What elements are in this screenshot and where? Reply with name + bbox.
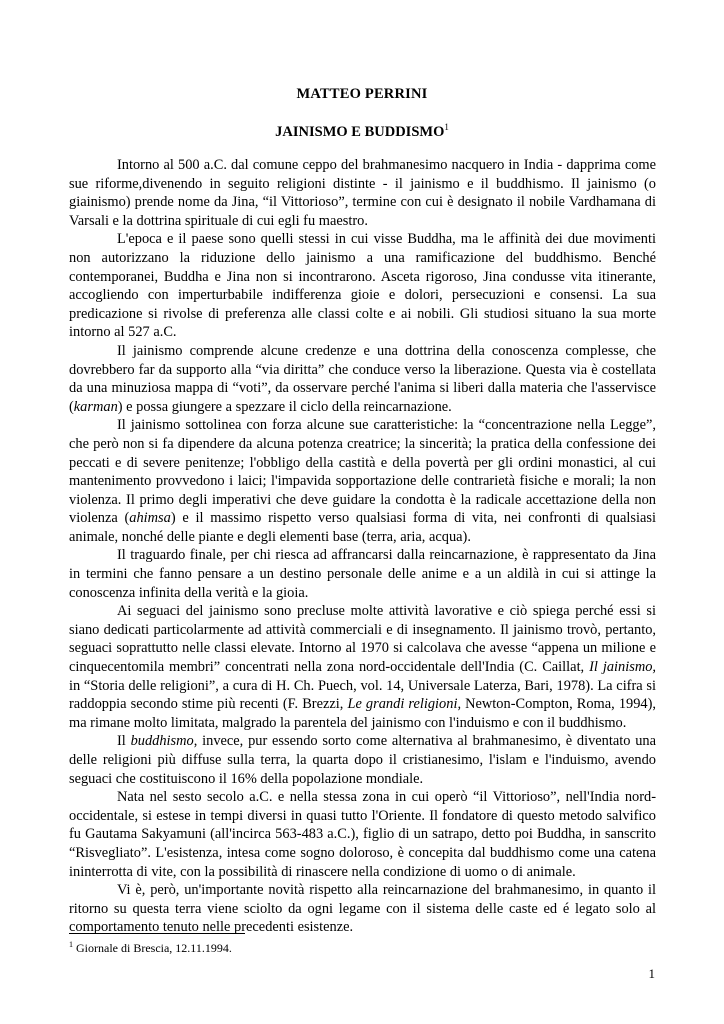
- page-number: 1: [648, 966, 655, 981]
- text-run: Newton-Compton, Roma, 1994), ma rimane molto limitata, malgrado la parentela del jainismo con l'induismo e con il buddhismo.: [69, 696, 656, 731]
- document-title: [0, 122, 724, 141]
- title-text: JAINISMO E BUDDISMO: [275, 123, 445, 140]
- text-run: in “Storia delle religioni”, a cura di H. Ch. Puech, vol. 14, Universale Laterza, Bari, 1978). La cifra si raddoppia secondo stime più recenti (F. Brezzi,: [69, 677, 656, 713]
- italic-term: buddhismo: [130, 733, 194, 750]
- paragraph: [69, 156, 656, 230]
- text-run: Intorno al 500 a.C. dal comune ceppo del brahmanesimo nacquero in India - dapprima come sue riforme,divenendo in seguito religioni distinte - il jainismo e il buddhismo. Il jainismo (o giainismo) prende nome da Jina, “il Vittorioso”, termine con cui è designato il nobile Vardhamana di Varsali e la dottrina spirituale di cui egli fu maestro.: [69, 157, 656, 229]
- paragraph: [69, 416, 656, 546]
- text-run: Ai seguaci del jainismo sono precluse molte attività lavorative e ciò spiega perché essi si siano dedicati particolarmente ad attività commerciali e di insegnamento. Il jainismo trovò, pertanto, seguaci soprattutto nelle classi elevate. Intorno al 1970 si calcolava che avesse “appena un milione e cinquecentomila membri” concentrati nella zona nord-occidentale dell'India (C. Caillat,: [69, 603, 656, 676]
- italic-term: Le grandi religioni,: [347, 696, 462, 713]
- text-run: Nata nel sesto secolo a.C. e nella stessa zona in cui operò “il Vittorioso”, nell'India nord-occidentale, si estese in tempi diversi in quasi tutto l'Oriente. Il fondatore di questo metodo salvifico fu Gautama Sakyamuni (all'incirca 563-483 a.C.), figlio di un satrapo, detto poi Buddha, in sanscrito “Risvegliato”. L'esistenza, intesa come sogno doloroso, è concepita dal buddhismo come una catena ininterrotta di vite, con la possibilità di rinascere nella condizione di uomo o di animale.: [69, 789, 656, 880]
- text-run: Il jainismo sottolinea con forza alcune sue caratteristiche: la “concentrazione nella Legge”, che però non si fa dipendere da alcuna potenza creatrice; la sincerità; la pratica della confessione dei peccati e di severe penitenze; l'obbligo della castità e della povertà per gli ordini monastici, al cui mantenimento provvedono i laici; l'impavida sopportazione delle contrarietà fisiche e morali; la non violenza. Il primo degli imperativi che deve guidare la condotta è la radicale accettazione della non violenza (: [69, 417, 656, 527]
- body-text: [69, 156, 656, 937]
- text-run: L'epoca e il paese sono quelli stessi in cui visse Buddha, ma le affinità dei due movimenti non autorizzano la riduzione dello jainismo a una ramificazione del buddhismo. Benché contemporanei, Buddha e Jina non si incontrarono. Asceta rigoroso, Jina condusse vita itinerante, accogliendo con imperturbabile indifferenza gioie e dolori, persecuzioni e consensi. La sua predicazione si rivolse di preferenza alle classi colte e ai nobili. Gli studiosi situano la sua morte intorno al 527 a.C.: [69, 231, 656, 341]
- paragraph: [69, 788, 656, 881]
- author-heading: MATTEO PERRINI: [296, 86, 428, 102]
- text-run: ) e il massimo rispetto verso qualsiasi forma di vita, nei confronti di qualsiasi animale, nonché delle piante e degli elementi base (terra, aria, acqua).: [69, 510, 656, 545]
- text-run: Vi è, però, un'importante novità rispetto alla reincarnazione del brahmanesimo, in quanto il ritorno su questa terra viene sciolto da ogni legame con il sistema delle caste ed é legato solo al comportamento tenuto nelle precedenti esistenze.: [69, 882, 656, 936]
- italic-term: Il jainismo,: [589, 659, 657, 676]
- text-run: Il jainismo comprende alcune credenze e una dottrina della conoscenza complesse, che dovrebbero far da supporto alla “via diritta” che conduce verso la liberazione. Questa via è costellata da una minuziosa mappa di “voti”, da osservare perché l'anima si liberi dalla materia che l'asservisce (: [69, 342, 656, 415]
- text-run: ) e possa giungere a spezzare il ciclo della reincarnazione.: [117, 398, 452, 415]
- footnote: [69, 940, 232, 956]
- title-footnote-ref: 1: [444, 122, 449, 132]
- text-run: Il traguardo finale, per chi riesca ad affrancarsi dalla reincarnazione, è rappresentato da Jina in termini che fanno pensare a un destino personale delle anime e a un aldilà in cui si attinge la conoscenza infinita della verità e la gioia.: [69, 547, 656, 601]
- footnote-divider: [69, 933, 245, 934]
- paragraph: [69, 732, 656, 788]
- italic-term: karman: [73, 398, 118, 415]
- paragraph: [69, 881, 656, 937]
- paragraph: [69, 342, 656, 416]
- paragraph: [69, 546, 656, 602]
- paragraph: [69, 602, 656, 732]
- footnote-ref: 1: [69, 940, 73, 949]
- footnote-text: Giornale di Brescia, 12.11.1994.: [73, 941, 232, 955]
- text-run: Il: [117, 733, 131, 750]
- italic-term: ahimsa: [129, 510, 171, 527]
- paragraph: [69, 230, 656, 342]
- text-run: , invece, pur essendo sorto come alternativa al brahmanesimo, è diventato una delle religioni più diffuse sulla terra, la quarta dopo il cristianesimo, l'islam e l'induismo, avendo seguaci che costituiscono il 16% della popolazione mondiale.: [69, 733, 656, 787]
